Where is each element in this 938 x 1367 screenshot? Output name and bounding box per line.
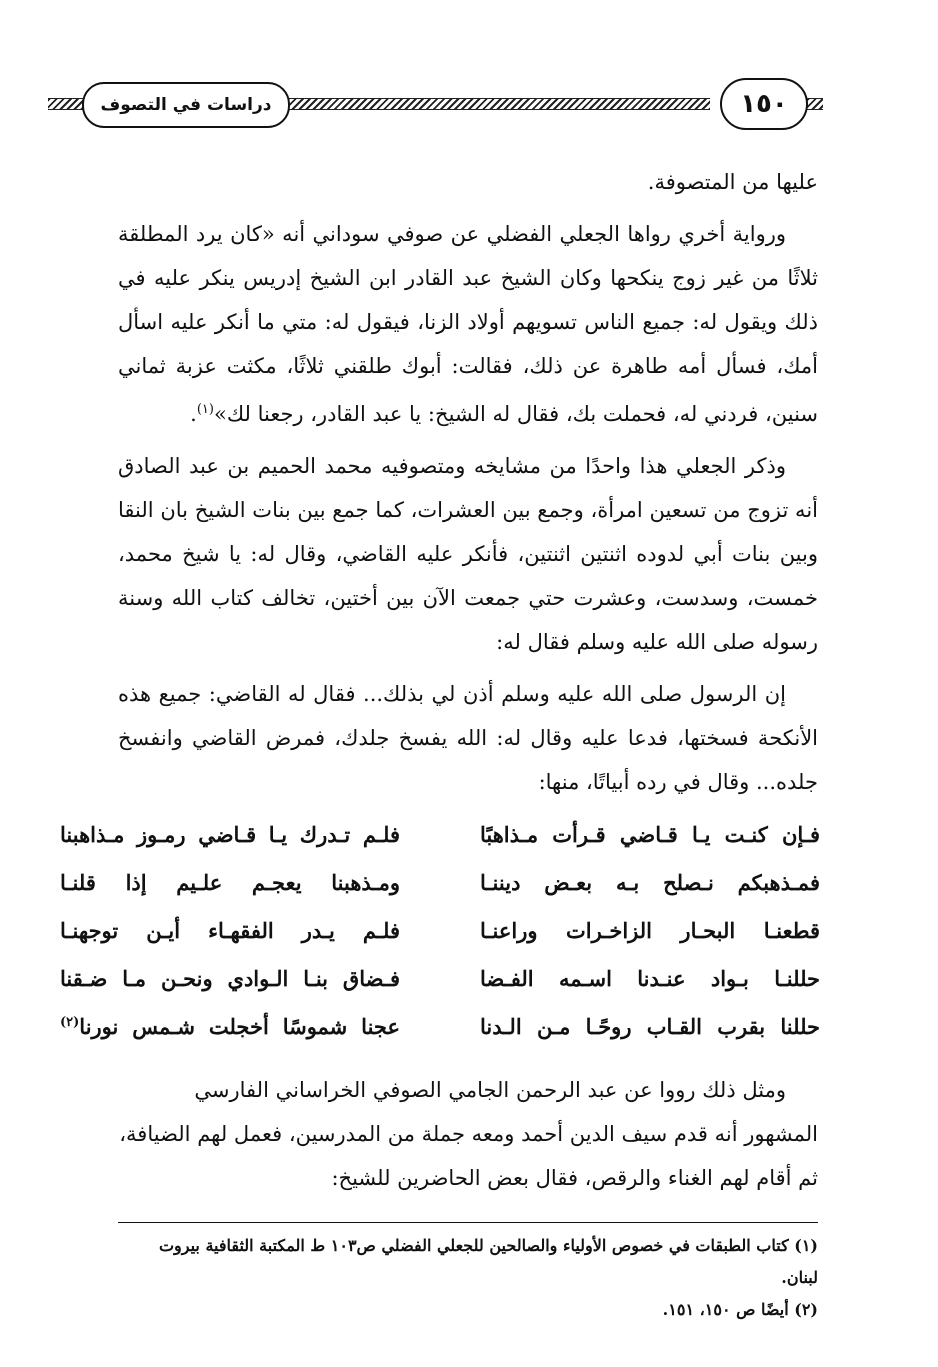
footnote-ref-2: (٢) xyxy=(60,1014,80,1030)
page-header xyxy=(48,72,823,136)
paragraph-5: ومثل ذلك رووا عن عبد الرحمن الجامي الصوفي الخراساني الفارسي المشهور أنه قدم سيف الدين أحمد ومعه جملة من المدرسين، فعمل لهم الضيافة، ثم أقام لهم الغناء والرقص، فقال بعض الحاضرين للشيخ: xyxy=(119,1078,818,1190)
paragraph-4: إن الرسول صلى الله عليه وسلم أذن لي بذلك... فقال له القاضي: جميع هذه الأنكحة فسختها، فدعا عليه وقال له: الله يفسخ جلدك، فمرض القاضي وانفسخ جلده... وقال في رده أبياتًا، منها: xyxy=(118,682,818,794)
poem-verse xyxy=(60,858,820,906)
paragraph-2: ورواية أخري رواها الجعلي الفضلي عن صوفي سوداني أنه «كان يرد المطلقة ثلاثًا من غير زوج ينكحها وكان الشيخ عبد القادر ابن الشيخ إدريس ينكر عليه في ذلك ويقول له: جميع الناس تسويهم أولاد الزنا، فيقول له: متي ما أنكر عليه اسأل أمك، فسأل أمه طاهرة عن ذلك، فقالت: أبوك طلقني ثلاثًا، مكثت عزبة ثماني سنين، فردني له، فحملت بك، فقال له الشيخ: يا عبد القادر، رجعنا لك»$^{(١)}$. xyxy=(118,222,818,426)
poem-hemistich-second: ومـذهبنا يعجـم علـيم إذا قلنـا xyxy=(60,869,400,895)
footnote-1: (١) كتاب الطبقات في خصوص الأولياء والصالحين للجعلي الفضلي ص١٠٣ ط المكتبة الثقافية بيروت لبنان. xyxy=(158,1236,818,1287)
poem-hemistich-second-with-note xyxy=(60,1014,400,1039)
running-title: دراسات في التصوف xyxy=(82,82,290,128)
poem-hemistich-first: حللنـا بـواد عنـدنا اسـمه الفـضا xyxy=(480,965,820,991)
footnote-2: (٢) أيضًا ص ١٥٠، ١٥١. xyxy=(662,1300,818,1319)
footnotes xyxy=(118,1230,818,1326)
poem-hemistich-second: فلـم يـدر الفقهـاء أيـن توجهنـا xyxy=(60,917,400,943)
main-text xyxy=(118,160,818,804)
poem-hemistich-first: فـإن كنـت يـا قـاضي قـرأت مـذاهبًا xyxy=(480,821,820,847)
poem-hemistich-second: فـضاق بنـا الـوادي ونحـن مـا ضـقنا xyxy=(60,965,400,991)
poem-hemistich-first: حللنا بقرب القـاب روحًـا مـن الـدنا xyxy=(480,1013,820,1039)
header-rule-middle xyxy=(280,98,710,110)
footnote-ref-1: (١) xyxy=(196,402,214,417)
poem-verse xyxy=(60,1002,820,1050)
poem-hemistich-first: قطعنـا البحـار الزاخـرات وراعنـا xyxy=(480,917,820,943)
poem-hemistich-second: فلـم تـدرك يـا قـاضي رمـوز مـذاهبنا xyxy=(60,821,400,847)
poem-hemistich-first: فمـذهبكم نـصلح بـه بعـض ديننـا xyxy=(480,869,820,895)
poem-verse xyxy=(60,810,820,858)
poem xyxy=(60,810,820,1050)
paragraph-2-text: ورواية أخري رواها الجعلي الفضلي عن صوفي سوداني أنه «كان يرد المطلقة ثلاثًا من غير زوج ينكحها وكان الشيخ عبد القادر ابن الشيخ إدريس ينكر عليه في ذلك ويقول له: جميع الناس تسويهم أولاد الزنا، فيقول له: متي ما أنكر عليه اسأل أمك، فسأل أمه طاهرة عن ذلك، فقالت: أبوك طلقني ثلاثًا، مكثت عزبة ثماني سنين، فردني له، فحملت بك، فقال له الشيخ: يا عبد القادر، رجعنا لك» xyxy=(118,222,818,426)
page-number: ١٥٠ xyxy=(720,78,808,130)
poem-last-hemistich: عجنا شموسًا أخجلت شـمس نورنا xyxy=(79,1013,400,1039)
paragraph-3: وذكر الجعلي هذا واحدًا من مشايخه ومتصوفيه محمد الحميم بن عبد الصادق أنه تزوج من تسعين امرأة، وجمع بين العشرات، كما جمع بين بنات الشيخ بان النقا وبين بنات أبي لدوده اثنتين اثنتين، فأنكر عليه القاضي، وقال له: يا شيخ محمد، خمست، وسدست، وعشرت حتي جمعت الآن بين أختين، تخالف كتاب الله وسنة رسوله صلى الله عليه وسلم فقال له: xyxy=(118,454,818,654)
poem-verse xyxy=(60,906,820,954)
footnote-divider xyxy=(118,1222,818,1223)
closing-text xyxy=(118,1068,818,1200)
poem-verse xyxy=(60,954,820,1002)
paragraph-1: عليها من المتصوفة. xyxy=(647,170,818,194)
